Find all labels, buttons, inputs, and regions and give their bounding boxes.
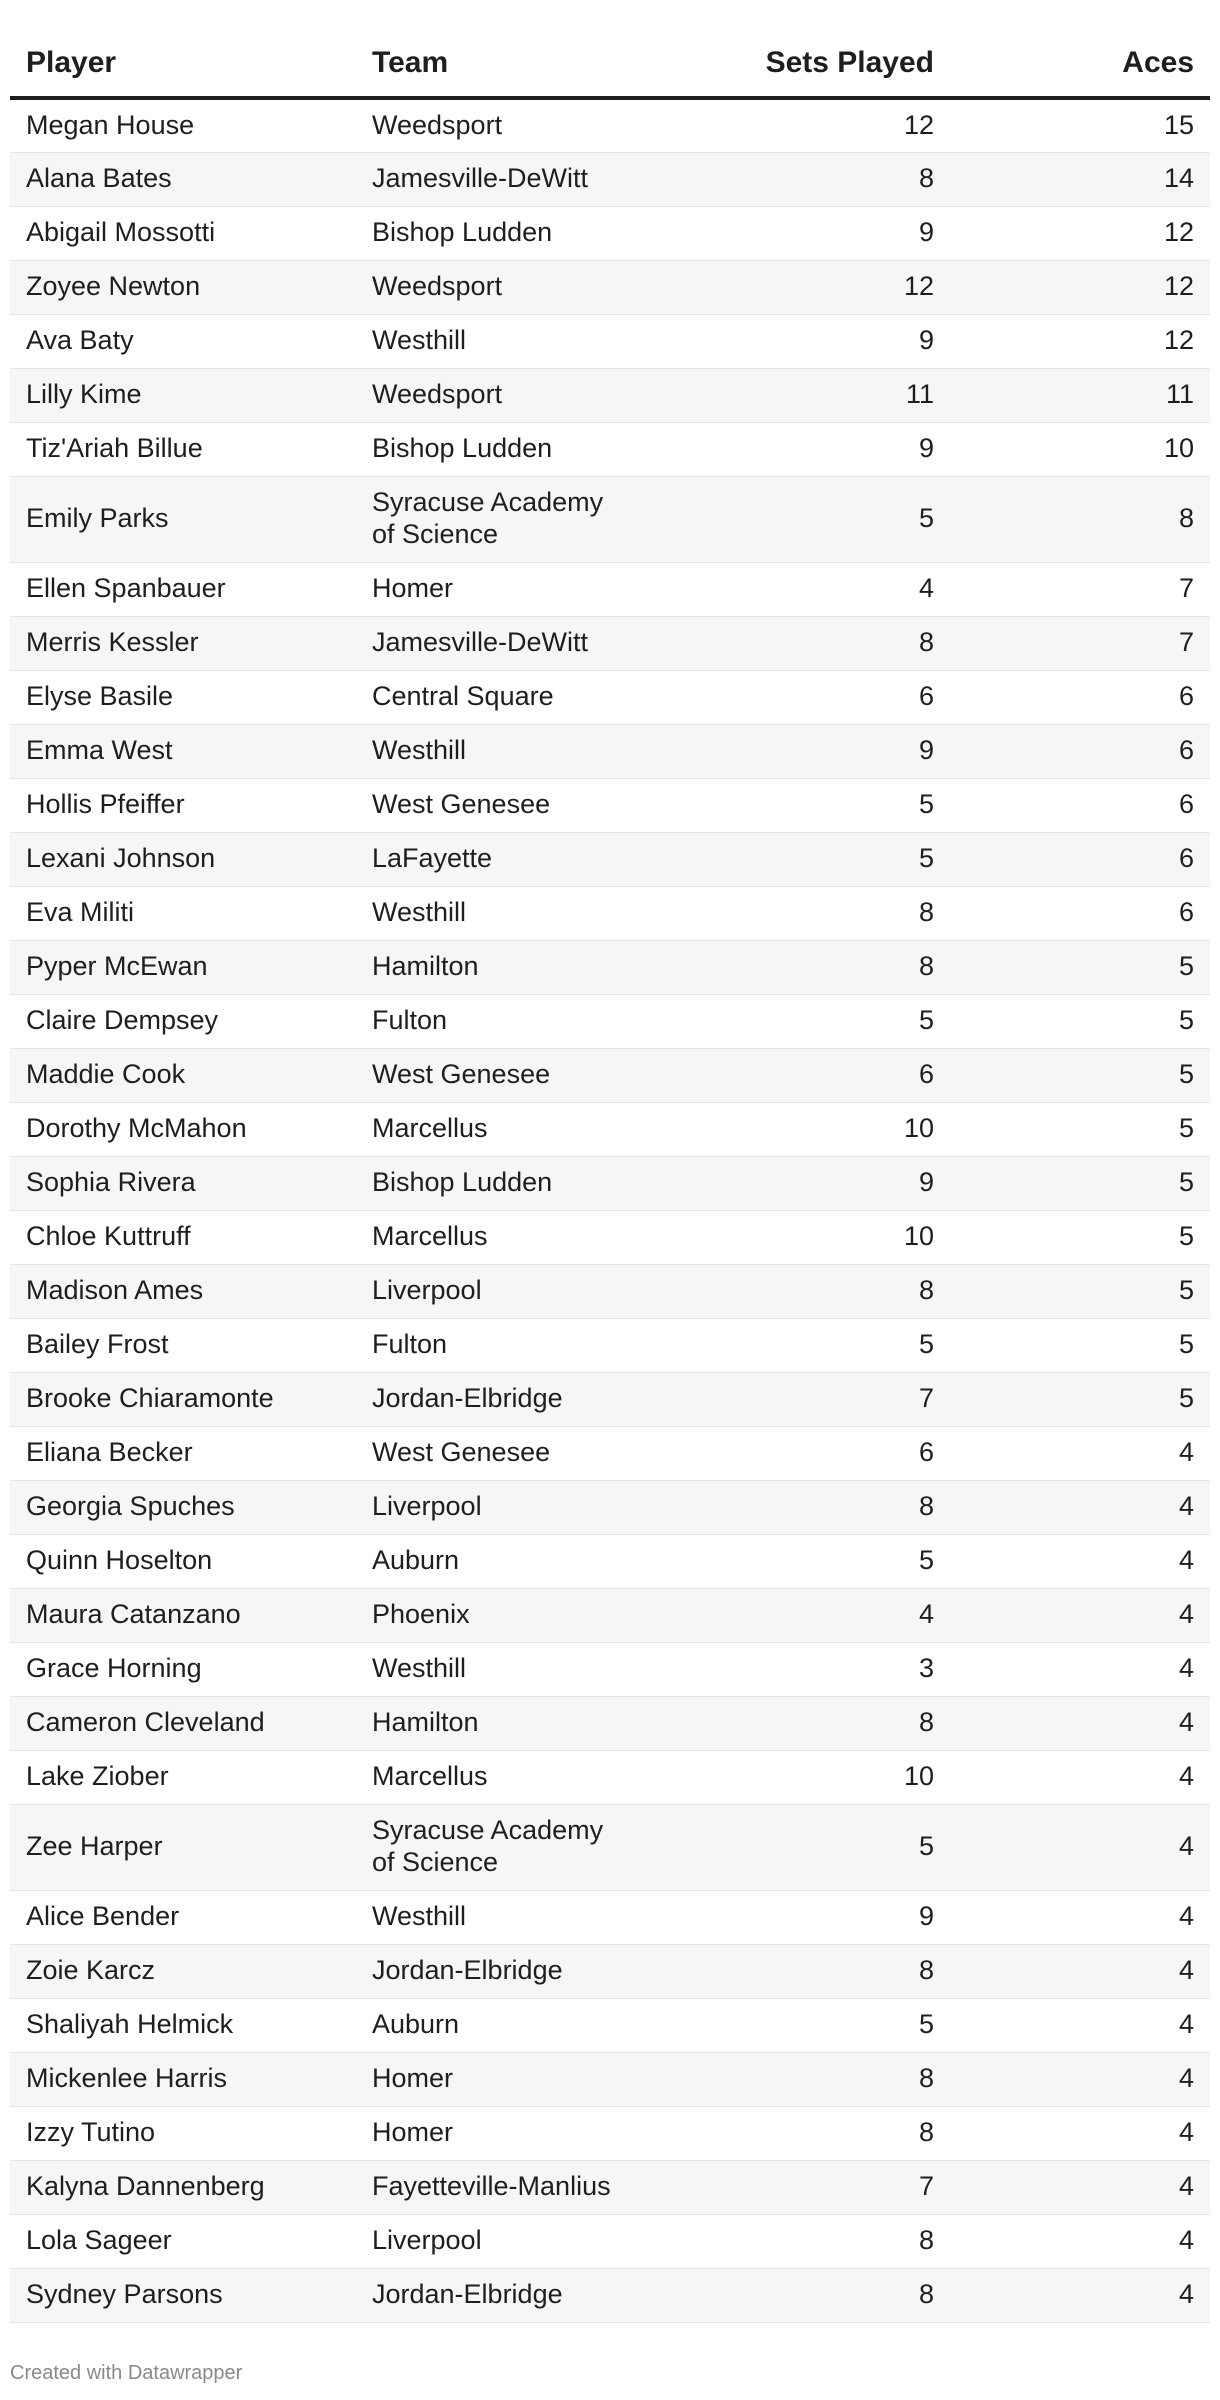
cell-aces: 5 (950, 1372, 1210, 1426)
cell-aces: 4 (950, 1426, 1210, 1480)
table-row (10, 1480, 1210, 1534)
cell-player: Abigail Mossotti (10, 206, 356, 260)
cell-player: Zee Harper (10, 1804, 356, 1890)
cell-sets-played: 10 (646, 1750, 950, 1804)
cell-sets-played: 7 (646, 2160, 950, 2214)
cell-aces: 5 (950, 1210, 1210, 1264)
cell-sets-played: 9 (646, 1156, 950, 1210)
cell-aces: 4 (950, 1998, 1210, 2052)
cell-player: Mickenlee Harris (10, 2052, 356, 2106)
cell-sets-played: 7 (646, 1372, 950, 1426)
table-row (10, 2052, 1210, 2106)
data-table-container (10, 30, 1210, 2323)
table-row (10, 98, 1210, 152)
table-row (10, 670, 1210, 724)
table-row (10, 1804, 1210, 1890)
table-row (10, 1588, 1210, 1642)
cell-aces: 4 (950, 2106, 1210, 2160)
column-header-aces[interactable]: Aces (950, 30, 1210, 98)
cell-aces: 7 (950, 616, 1210, 670)
cell-team: Weedsport (356, 260, 646, 314)
table-row (10, 2214, 1210, 2268)
cell-sets-played: 8 (646, 2214, 950, 2268)
cell-sets-played: 6 (646, 1426, 950, 1480)
cell-team: Jamesville-DeWitt (356, 616, 646, 670)
footer-credit: Created with Datawrapper (10, 2362, 243, 2384)
cell-sets-played: 12 (646, 260, 950, 314)
cell-aces: 4 (950, 1696, 1210, 1750)
cell-aces: 6 (950, 886, 1210, 940)
cell-aces: 4 (950, 2268, 1210, 2322)
cell-player: Pyper McEwan (10, 940, 356, 994)
cell-sets-played: 8 (646, 886, 950, 940)
cell-sets-played: 9 (646, 422, 950, 476)
table-row (10, 1048, 1210, 1102)
cell-team: Westhill (356, 1890, 646, 1944)
table-row (10, 260, 1210, 314)
cell-player: Kalyna Dannenberg (10, 2160, 356, 2214)
cell-team: Weedsport (356, 98, 646, 152)
cell-sets-played: 12 (646, 98, 950, 152)
cell-team: Homer (356, 2052, 646, 2106)
table-row (10, 1318, 1210, 1372)
header-row (10, 30, 1210, 98)
table-row (10, 1210, 1210, 1264)
cell-player: Zoie Karcz (10, 1944, 356, 1998)
cell-player: Tiz'Ariah Billue (10, 422, 356, 476)
table-row (10, 1426, 1210, 1480)
cell-aces: 6 (950, 724, 1210, 778)
table-row (10, 2106, 1210, 2160)
cell-player: Brooke Chiaramonte (10, 1372, 356, 1426)
cell-team: Westhill (356, 724, 646, 778)
cell-sets-played: 5 (646, 1318, 950, 1372)
cell-team: Fayetteville-Manlius (356, 2160, 646, 2214)
cell-player: Merris Kessler (10, 616, 356, 670)
cell-team: Liverpool (356, 1480, 646, 1534)
cell-sets-played: 6 (646, 1048, 950, 1102)
cell-team: West Genesee (356, 1426, 646, 1480)
table-row (10, 1696, 1210, 1750)
cell-aces: 15 (950, 98, 1210, 152)
cell-team: Homer (356, 2106, 646, 2160)
cell-aces: 8 (950, 476, 1210, 562)
cell-player: Eliana Becker (10, 1426, 356, 1480)
cell-aces: 12 (950, 314, 1210, 368)
cell-team: West Genesee (356, 778, 646, 832)
cell-team: Bishop Ludden (356, 1156, 646, 1210)
cell-player: Hollis Pfeiffer (10, 778, 356, 832)
cell-sets-played: 3 (646, 1642, 950, 1696)
cell-sets-played: 5 (646, 832, 950, 886)
cell-aces: 4 (950, 1588, 1210, 1642)
table-row (10, 1998, 1210, 2052)
cell-team: Liverpool (356, 2214, 646, 2268)
cell-sets-played: 8 (646, 940, 950, 994)
cell-player: Megan House (10, 98, 356, 152)
cell-aces: 14 (950, 152, 1210, 206)
cell-player: Claire Dempsey (10, 994, 356, 1048)
cell-player: Alana Bates (10, 152, 356, 206)
table-row (10, 562, 1210, 616)
cell-sets-played: 4 (646, 562, 950, 616)
table-row (10, 2160, 1210, 2214)
cell-team: Phoenix (356, 1588, 646, 1642)
cell-aces: 6 (950, 778, 1210, 832)
cell-sets-played: 8 (646, 152, 950, 206)
table-row (10, 1944, 1210, 1998)
cell-sets-played: 5 (646, 1534, 950, 1588)
cell-player: Izzy Tutino (10, 2106, 356, 2160)
cell-team: Jordan-Elbridge (356, 1944, 646, 1998)
cell-team: Fulton (356, 1318, 646, 1372)
cell-sets-played: 8 (646, 1944, 950, 1998)
cell-sets-played: 9 (646, 1890, 950, 1944)
cell-team: Auburn (356, 1534, 646, 1588)
table-header (10, 30, 1210, 98)
column-header-sets-played[interactable]: Sets Played (646, 30, 950, 98)
cell-player: Bailey Frost (10, 1318, 356, 1372)
cell-sets-played: 5 (646, 994, 950, 1048)
cell-sets-played: 4 (646, 1588, 950, 1642)
cell-aces: 5 (950, 1264, 1210, 1318)
table-row (10, 616, 1210, 670)
table-row (10, 724, 1210, 778)
cell-team: Homer (356, 562, 646, 616)
cell-aces: 6 (950, 670, 1210, 724)
cell-sets-played: 8 (646, 2268, 950, 2322)
cell-team: Jordan-Elbridge (356, 1372, 646, 1426)
cell-aces: 12 (950, 260, 1210, 314)
cell-player: Elyse Basile (10, 670, 356, 724)
table-row (10, 206, 1210, 260)
cell-team: Syracuse Academy of Science (356, 476, 646, 562)
table-row (10, 778, 1210, 832)
cell-player: Emma West (10, 724, 356, 778)
cell-aces: 4 (950, 1890, 1210, 1944)
cell-player: Sophia Rivera (10, 1156, 356, 1210)
cell-aces: 11 (950, 368, 1210, 422)
cell-player: Shaliyah Helmick (10, 1998, 356, 2052)
cell-team: Weedsport (356, 368, 646, 422)
cell-team: Auburn (356, 1998, 646, 2052)
cell-sets-played: 8 (646, 1480, 950, 1534)
cell-aces: 5 (950, 940, 1210, 994)
table-row (10, 152, 1210, 206)
cell-player: Lake Ziober (10, 1750, 356, 1804)
table-row (10, 1372, 1210, 1426)
cell-sets-played: 11 (646, 368, 950, 422)
table-row (10, 422, 1210, 476)
cell-team: Bishop Ludden (356, 422, 646, 476)
cell-player: Zoyee Newton (10, 260, 356, 314)
cell-sets-played: 6 (646, 670, 950, 724)
table-row (10, 994, 1210, 1048)
cell-player: Cameron Cleveland (10, 1696, 356, 1750)
cell-aces: 4 (950, 2160, 1210, 2214)
cell-player: Alice Bender (10, 1890, 356, 1944)
cell-sets-played: 9 (646, 206, 950, 260)
table-row (10, 886, 1210, 940)
cell-sets-played: 8 (646, 2106, 950, 2160)
cell-aces: 4 (950, 1944, 1210, 1998)
cell-player: Maddie Cook (10, 1048, 356, 1102)
cell-player: Quinn Hoselton (10, 1534, 356, 1588)
cell-team: Bishop Ludden (356, 206, 646, 260)
cell-aces: 4 (950, 2052, 1210, 2106)
table-row (10, 314, 1210, 368)
cell-sets-played: 5 (646, 1804, 950, 1890)
cell-sets-played: 9 (646, 314, 950, 368)
cell-sets-played: 8 (646, 616, 950, 670)
cell-team: Jordan-Elbridge (356, 2268, 646, 2322)
cell-player: Chloe Kuttruff (10, 1210, 356, 1264)
cell-team: Syracuse Academy of Science (356, 1804, 646, 1890)
cell-aces: 6 (950, 832, 1210, 886)
table-row (10, 1102, 1210, 1156)
table-row (10, 1156, 1210, 1210)
table-row (10, 368, 1210, 422)
cell-player: Grace Horning (10, 1642, 356, 1696)
cell-aces: 4 (950, 2214, 1210, 2268)
cell-team: Marcellus (356, 1102, 646, 1156)
cell-aces: 10 (950, 422, 1210, 476)
cell-sets-played: 5 (646, 1998, 950, 2052)
cell-team: LaFayette (356, 832, 646, 886)
cell-aces: 4 (950, 1750, 1210, 1804)
table-row (10, 1750, 1210, 1804)
cell-player: Maura Catanzano (10, 1588, 356, 1642)
cell-aces: 7 (950, 562, 1210, 616)
column-header-team[interactable]: Team (356, 30, 646, 98)
cell-aces: 5 (950, 994, 1210, 1048)
cell-team: Central Square (356, 670, 646, 724)
table-body (10, 98, 1210, 2322)
cell-sets-played: 9 (646, 724, 950, 778)
cell-aces: 4 (950, 1804, 1210, 1890)
cell-aces: 5 (950, 1318, 1210, 1372)
cell-player: Georgia Spuches (10, 1480, 356, 1534)
cell-aces: 12 (950, 206, 1210, 260)
cell-team: Westhill (356, 886, 646, 940)
cell-sets-played: 10 (646, 1102, 950, 1156)
table-row (10, 832, 1210, 886)
table-row (10, 1642, 1210, 1696)
column-header-player[interactable]: Player (10, 30, 356, 98)
table-row (10, 1534, 1210, 1588)
cell-team: Westhill (356, 1642, 646, 1696)
cell-team: Marcellus (356, 1210, 646, 1264)
cell-team: Marcellus (356, 1750, 646, 1804)
cell-aces: 4 (950, 1534, 1210, 1588)
cell-aces: 4 (950, 1642, 1210, 1696)
cell-aces: 5 (950, 1102, 1210, 1156)
cell-team: Westhill (356, 314, 646, 368)
cell-team: Fulton (356, 994, 646, 1048)
cell-sets-played: 8 (646, 1264, 950, 1318)
cell-player: Sydney Parsons (10, 2268, 356, 2322)
cell-team: Jamesville-DeWitt (356, 152, 646, 206)
cell-player: Lexani Johnson (10, 832, 356, 886)
cell-team: West Genesee (356, 1048, 646, 1102)
cell-team: Hamilton (356, 1696, 646, 1750)
table-row (10, 476, 1210, 562)
table-row (10, 1890, 1210, 1944)
cell-player: Lola Sageer (10, 2214, 356, 2268)
cell-player: Ava Baty (10, 314, 356, 368)
cell-player: Dorothy McMahon (10, 1102, 356, 1156)
cell-sets-played: 8 (646, 1696, 950, 1750)
cell-sets-played: 10 (646, 1210, 950, 1264)
cell-sets-played: 5 (646, 476, 950, 562)
cell-aces: 4 (950, 1480, 1210, 1534)
cell-player: Madison Ames (10, 1264, 356, 1318)
table-row (10, 2268, 1210, 2322)
cell-team: Hamilton (356, 940, 646, 994)
cell-player: Ellen Spanbauer (10, 562, 356, 616)
cell-player: Emily Parks (10, 476, 356, 562)
cell-player: Eva Militi (10, 886, 356, 940)
stats-table (10, 30, 1210, 2323)
cell-sets-played: 8 (646, 2052, 950, 2106)
cell-player: Lilly Kime (10, 368, 356, 422)
table-row (10, 940, 1210, 994)
cell-aces: 5 (950, 1048, 1210, 1102)
cell-aces: 5 (950, 1156, 1210, 1210)
cell-sets-played: 5 (646, 778, 950, 832)
cell-team: Liverpool (356, 1264, 646, 1318)
table-row (10, 1264, 1210, 1318)
